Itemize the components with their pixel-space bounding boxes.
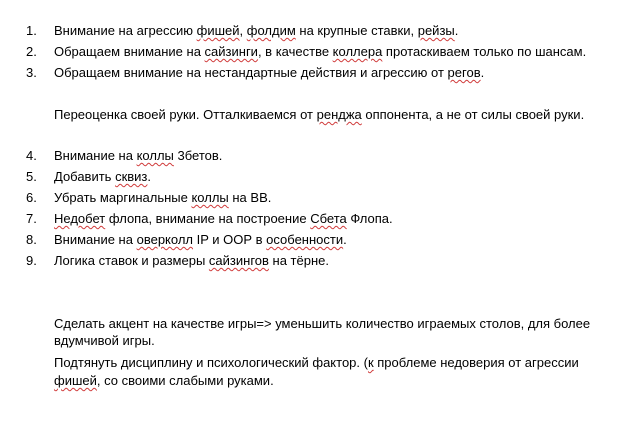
- text-run: рейзы: [417, 23, 455, 38]
- text-run: особенности: [266, 232, 344, 247]
- list-item-number: 5.: [26, 169, 37, 184]
- text-run: фолдим: [246, 23, 296, 38]
- text-run: Внимание на: [54, 148, 137, 163]
- text-run: сквиз: [115, 169, 148, 184]
- text-run: коллы: [191, 190, 229, 205]
- text-run: Добавить: [54, 169, 116, 184]
- list-item: [54, 65, 484, 81]
- text-run: Обращаем внимание на: [54, 44, 205, 59]
- text-run: Убрать маргинальные: [54, 190, 192, 205]
- list-item-number: 4.: [26, 148, 37, 163]
- text-run: оппонента, а не от силы своей руки.: [361, 107, 585, 122]
- text-run: фишей: [196, 23, 240, 38]
- text-run: сайзинги: [204, 44, 258, 59]
- text-run: Переоценка своей руки. Отталкиваемся от: [54, 107, 317, 122]
- text-run: Логика ставок и размеры: [54, 253, 209, 268]
- closing-paragraph-line: [54, 333, 155, 349]
- closing-paragraph-line: [54, 373, 274, 389]
- list-item: [54, 232, 347, 248]
- text-run: ,: [239, 23, 247, 38]
- text-run: проблеме недоверия от агрессии: [373, 355, 579, 370]
- text-run: .: [147, 169, 152, 184]
- list-item: [54, 23, 458, 39]
- text-run: Обращаем внимание на нестандартные действия и агрессию от: [54, 65, 448, 80]
- list-item: [54, 169, 151, 185]
- text-run: Сделать акцент на качестве игры=> уменьшить количество играемых столов, для более: [54, 316, 591, 331]
- text-run: , со своими слабыми руками.: [96, 373, 274, 388]
- text-run: Сбета: [310, 211, 347, 226]
- list-item-number: 1.: [26, 23, 37, 38]
- closing-paragraph-line: [54, 355, 579, 371]
- text-run: к: [367, 355, 374, 370]
- list-item-number: 3.: [26, 65, 37, 80]
- list-item: [54, 148, 222, 164]
- text-run: .: [480, 65, 485, 80]
- text-run: коллы: [136, 148, 174, 163]
- closing-paragraph-line: [54, 316, 590, 332]
- text-run: оверколл: [136, 232, 193, 247]
- text-run: на ВВ.: [228, 190, 272, 205]
- text-run: фишей: [54, 373, 97, 388]
- text-run: ренджа: [316, 107, 362, 122]
- list-item: [54, 211, 393, 227]
- text-run: Подтянуть дисциплину и психологический фактор. (: [54, 355, 368, 370]
- list-item: [54, 190, 271, 206]
- text-run: IP и ООР в: [193, 232, 267, 247]
- text-run: Флопа.: [346, 211, 393, 226]
- text-run: на тёрне.: [268, 253, 329, 268]
- list-item: [54, 253, 329, 269]
- text-run: флопа, внимание на построение: [105, 211, 311, 226]
- text-run: Внимание на агрессию: [54, 23, 197, 38]
- list-item-number: 6.: [26, 190, 37, 205]
- text-run: .: [454, 23, 459, 38]
- list-item: [54, 44, 586, 60]
- text-run: сайзингов: [208, 253, 269, 268]
- note-paragraph: [54, 107, 584, 123]
- text-run: Внимание на: [54, 232, 137, 247]
- text-run: .: [343, 232, 347, 247]
- text-run: коллера: [332, 44, 383, 59]
- text-run: 3бетов.: [173, 148, 223, 163]
- list-item-number: 7.: [26, 211, 37, 226]
- text-run: протаскиваем только по шансам.: [382, 44, 587, 59]
- text-run: на крупные ставки,: [295, 23, 418, 38]
- text-run: вдумчивой игры.: [54, 333, 155, 348]
- text-run: Недобет: [54, 211, 106, 226]
- list-item-number: 8.: [26, 232, 37, 247]
- text-run: , в качестве: [257, 44, 333, 59]
- text-run: регов: [447, 65, 481, 80]
- list-item-number: 9.: [26, 253, 37, 268]
- list-item-number: 2.: [26, 44, 37, 59]
